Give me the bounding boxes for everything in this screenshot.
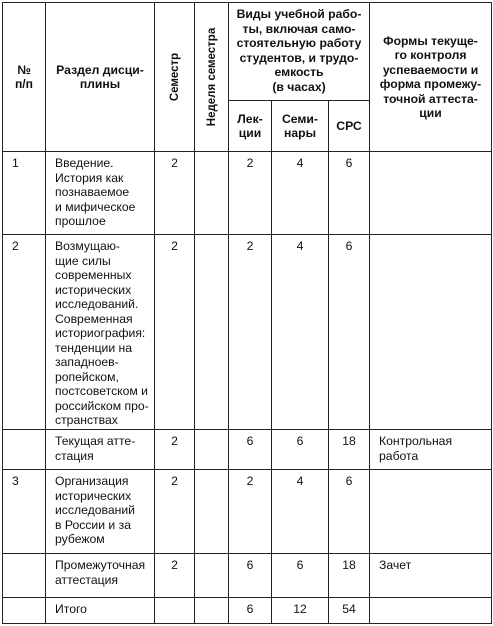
cell-forms [370,470,492,554]
cell-lectures: 2 [229,470,272,554]
cell-lectures: 6 [229,430,272,470]
cell-section: Итого [46,598,155,624]
cell-section: Промежуточная аттестация [46,554,155,598]
cell-week [195,554,229,598]
cell-forms: Зачет [370,554,492,598]
cell-semester: 2 [155,470,195,554]
table-row [3,152,492,235]
cell-forms [370,152,492,235]
cell-semester: 2 [155,430,195,470]
cell-srs: 6 [329,235,370,430]
cell-lectures: 6 [229,598,272,624]
header-work-types: Виды учебной рабо- ты, включая само- стоятельную работу студентов, и трудо- емкость (в часах) [229,3,370,101]
cell-section: Организация исторических исследований в России и за рубежом [46,470,155,554]
header-semester: Семестр [155,3,195,152]
header-srs: СРС [329,101,370,152]
cell-semester: 2 [155,235,195,430]
table-row [3,598,492,624]
cell-srs: 18 [329,554,370,598]
cell-forms [370,235,492,430]
cell-srs: 6 [329,152,370,235]
cell-lectures: 2 [229,152,272,235]
cell-num [3,554,46,598]
cell-section: Введение. История как познаваемое и мифическое прошлое [46,152,155,235]
cell-seminars: 4 [272,235,329,430]
table-row [3,554,492,598]
cell-week [195,152,229,235]
cell-forms [370,598,492,624]
header-week: Неделя семестра [195,3,229,152]
header-section: Раздел дисци- плины [46,3,155,152]
cell-week [195,430,229,470]
cell-seminars: 6 [272,554,329,598]
cell-semester: 2 [155,554,195,598]
cell-srs: 18 [329,430,370,470]
header-num: № п/п [3,3,46,152]
cell-seminars: 4 [272,152,329,235]
cell-seminars: 12 [272,598,329,624]
cell-num [3,598,46,624]
header-control-forms: Формы текуще- го контроля успеваемости и форма промежу- точной аттеста- ции [370,3,492,152]
table-row [3,470,492,554]
cell-semester [155,598,195,624]
cell-lectures: 2 [229,235,272,430]
cell-week [195,598,229,624]
cell-srs: 6 [329,470,370,554]
header-seminars: Семи- нары [272,101,329,152]
header-lectures: Лек- ции [229,101,272,152]
cell-section: Возмущаю- щие силы современных исторических исследований. Современная историография: тенденции на западноев- ропейском, постсоветском и российском про- странствах [46,235,155,430]
cell-num: 3 [3,470,46,554]
cell-week [195,470,229,554]
cell-forms: Контрольная работа [370,430,492,470]
cell-seminars: 4 [272,470,329,554]
cell-num [3,430,46,470]
cell-seminars: 6 [272,430,329,470]
cell-semester: 2 [155,152,195,235]
cell-srs: 54 [329,598,370,624]
cell-lectures: 6 [229,554,272,598]
cell-week [195,235,229,430]
cell-num: 2 [3,235,46,430]
cell-section: Текущая атте- стация [46,430,155,470]
curriculum-table [2,2,492,624]
cell-num: 1 [3,152,46,235]
table-row [3,235,492,430]
table-row [3,430,492,470]
